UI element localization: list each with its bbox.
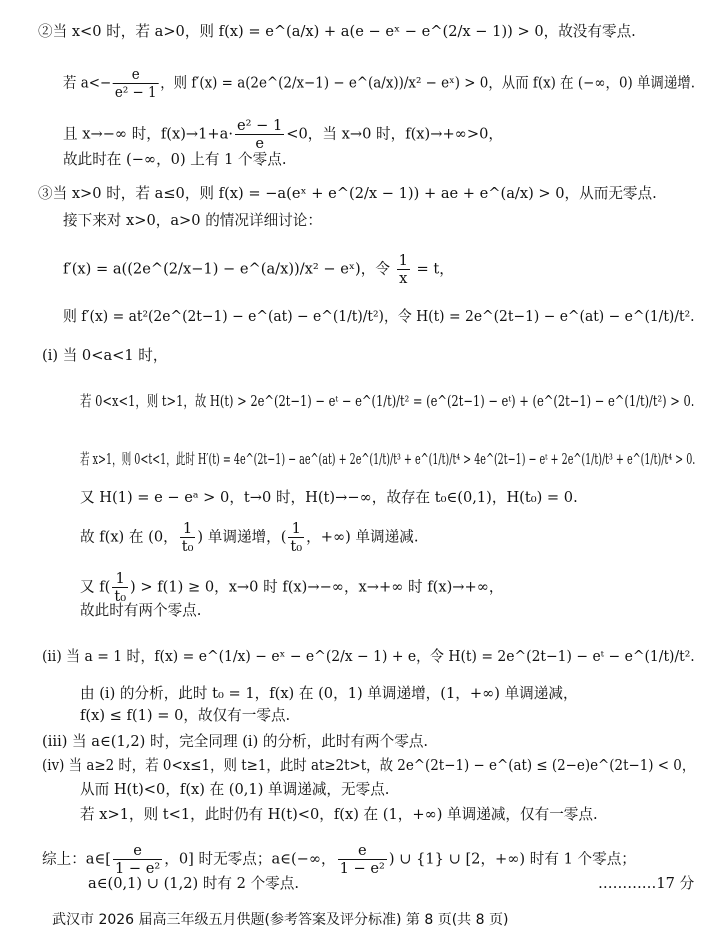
solution-line-14: [80, 570, 504, 605]
solution-line-7: [63, 252, 454, 287]
solution-line-17: [80, 684, 578, 704]
fraction-numerator: e: [338, 842, 387, 860]
fraction-denominator: t₀: [290, 538, 303, 555]
fraction-denominator: 1 − e²: [339, 860, 385, 877]
solution-line-16: [42, 647, 695, 667]
line-text: 且 x→−∞ 时，f(x)→1+a·: [63, 125, 234, 143]
line-text: 若 x>1，则 0<t<1，此时 H′(t) = 4e^(2t−1) − ae^(at) + 2e^(1/t)/t³ + e^(1/t)/t⁴ > 4e^(2t−1) − eᵗ + 2e^(1/t)/t³ + e^(1/t)/t⁴ > 0.: [80, 451, 696, 468]
line-text: 若 x>1，则 t<1，此时仍有 H(t)<0，f(x) 在 (1，+∞) 单调递减，仅有一零点.: [80, 806, 598, 823]
line-text: 又 f(: [80, 578, 111, 596]
line-text: (ⅱ) 当 a = 1 时，f(x) = e^(1/x) − eˣ − e^(2/x − 1) + e，令 H(t) = 2e^(2t−1) − eᵗ − e^(1/t)/t².: [42, 648, 695, 665]
line-text: (ⅰ) 当 0<a<1 时，: [42, 347, 168, 364]
solution-line-5: [38, 184, 657, 204]
fraction-numerator: e: [113, 842, 162, 860]
line-text: 若 0<x<1，则 t>1，故 H(t) > 2e^(2t−1) − eᵗ − e^(1/t)/t² = (e^(2t−1) − eᵗ) + (e^(2t−1) − e^(1/t)/t²) > 0.: [80, 393, 695, 410]
fraction: [180, 520, 196, 555]
solution-line-19: [42, 732, 428, 752]
fraction: [235, 117, 284, 152]
line-text: f(x) ≤ f(1) = 0，故仅有一零点.: [80, 707, 291, 724]
solution-line-1: [38, 22, 636, 42]
fraction-denominator: e: [255, 135, 264, 152]
solution-line-13: [80, 520, 418, 555]
solution-line-15: [80, 601, 201, 621]
line-text: ，+∞) 单调递减.: [306, 528, 419, 546]
line-text: ②当 x<0 时，若 a>0，则 f(x) = e^(a/x) + a(e − eˣ − e^(2/x − 1)) > 0，故没有零点.: [38, 23, 636, 40]
line-text: ) 单调递增，(: [197, 528, 287, 546]
solution-line-11: [80, 450, 695, 470]
fraction-numerator: 1: [398, 252, 408, 269]
line-text: f′(x) = a((2e^(2/x−1) − e^(a/x))/x² − eˣ)，令: [63, 260, 395, 278]
fraction-denominator: 1 − e²: [114, 860, 161, 877]
fraction-numerator: 1: [288, 520, 304, 538]
line-text: 故此时有两个零点.: [80, 602, 202, 619]
line-text: 故 f(x) 在 (0，: [80, 528, 178, 546]
line-text: ，0] 时无零点；a∈(−∞，: [164, 850, 336, 868]
page-footer: 武汉市 2026 届高三年级五月供题(参考答案及评分标准) 第 8 页(共 8 页): [52, 912, 509, 928]
line-text: = t，: [411, 260, 454, 278]
fraction-denominator: t₀: [181, 538, 194, 555]
solution-line-22: [80, 805, 598, 825]
line-text: ) > f(1) ≥ 0，x→0 时 f(x)→−∞，x→+∞ 时 f(x)→+∞，: [130, 578, 504, 596]
fraction: [288, 520, 304, 555]
line-text: 综上：a∈[: [42, 850, 111, 868]
line-text: 若 a<−: [63, 74, 112, 92]
solution-line-18: [80, 706, 290, 726]
solution-line-12: [80, 488, 578, 508]
fraction: [338, 842, 387, 877]
solution-line-8: [63, 307, 695, 327]
solution-line-21: [80, 780, 389, 800]
fraction: [112, 570, 128, 605]
solution-line-6: [63, 211, 322, 231]
solution-line-20: [42, 756, 695, 776]
fraction: [397, 252, 410, 287]
line-text: ) ∪ {1} ∪ [2，+∞) 时有 1 个零点；: [388, 850, 636, 868]
line-text: ，则 f′(x) = a(2e^(2/x−1) − e^(a/x))/x² − eˣ) > 0，从而 f(x) 在 (−∞，0) 单调递增.: [160, 74, 695, 92]
score-mark: …………17 分: [598, 875, 695, 892]
fraction-numerator: 1: [180, 520, 196, 538]
line-text: a∈(0,1) ∪ (1,2) 时有 2 个零点.: [88, 875, 300, 892]
line-text: ③当 x>0 时，若 a≤0，则 f(x) = −a(eˣ + e^(2/x − 1)) + ae + e^(a/x) > 0，从而无零点.: [38, 185, 657, 202]
line-text: 由 (ⅰ) 的分析，此时 t₀ = 1，f(x) 在 (0，1) 单调递增，(1，+∞) 单调递减，: [80, 685, 578, 702]
fraction: [113, 66, 158, 101]
solution-line-2: [63, 66, 695, 101]
solution-line-10: [80, 392, 694, 412]
solution-line-3: [63, 117, 503, 152]
solution-line-4: [63, 150, 286, 170]
solution-line-24: [88, 874, 299, 894]
line-text: 故此时在 (−∞，0) 上有 1 个零点.: [63, 151, 287, 168]
solution-line-9: [42, 346, 167, 366]
fraction-numerator: e² − 1: [237, 117, 283, 134]
fraction-denominator: x: [399, 270, 408, 287]
fraction-denominator: e² − 1: [114, 84, 157, 101]
line-text: (ⅳ) 当 a≥2 时，若 0<x≤1，则 t≥1，此时 at≥2t>t，故 2e^(2t−1) − e^(at) ≤ (2−e)e^(2t−1) < 0，: [42, 757, 696, 774]
line-text: <0，当 x→0 时，f(x)→+∞>0，: [286, 125, 503, 143]
line-text: (ⅲ) 当 a∈(1,2) 时，完全同理 (ⅰ) 的分析，此时有两个零点.: [42, 733, 429, 750]
fraction-denominator: t₀: [114, 588, 127, 605]
fraction: [113, 842, 162, 877]
line-text: 从而 H(t)<0，f(x) 在 (0,1) 单调递减，无零点.: [80, 781, 390, 798]
line-text: 则 f′(x) = at²(2e^(2t−1) − e^(at) − e^(1/t)/t²)，令 H(t) = 2e^(2t−1) − e^(at) − e^(1/t)/t².: [63, 308, 695, 325]
line-text: 又 H(1) = e − eᵃ > 0，t→0 时，H(t)→−∞，故存在 t₀∈(0,1)，H(t₀) = 0.: [80, 489, 578, 506]
line-text: 接下来对 x>0，a>0 的情况详细讨论：: [63, 212, 322, 229]
fraction-numerator: e: [113, 66, 158, 84]
solution-line-23: [42, 842, 636, 877]
fraction-numerator: 1: [112, 570, 128, 588]
